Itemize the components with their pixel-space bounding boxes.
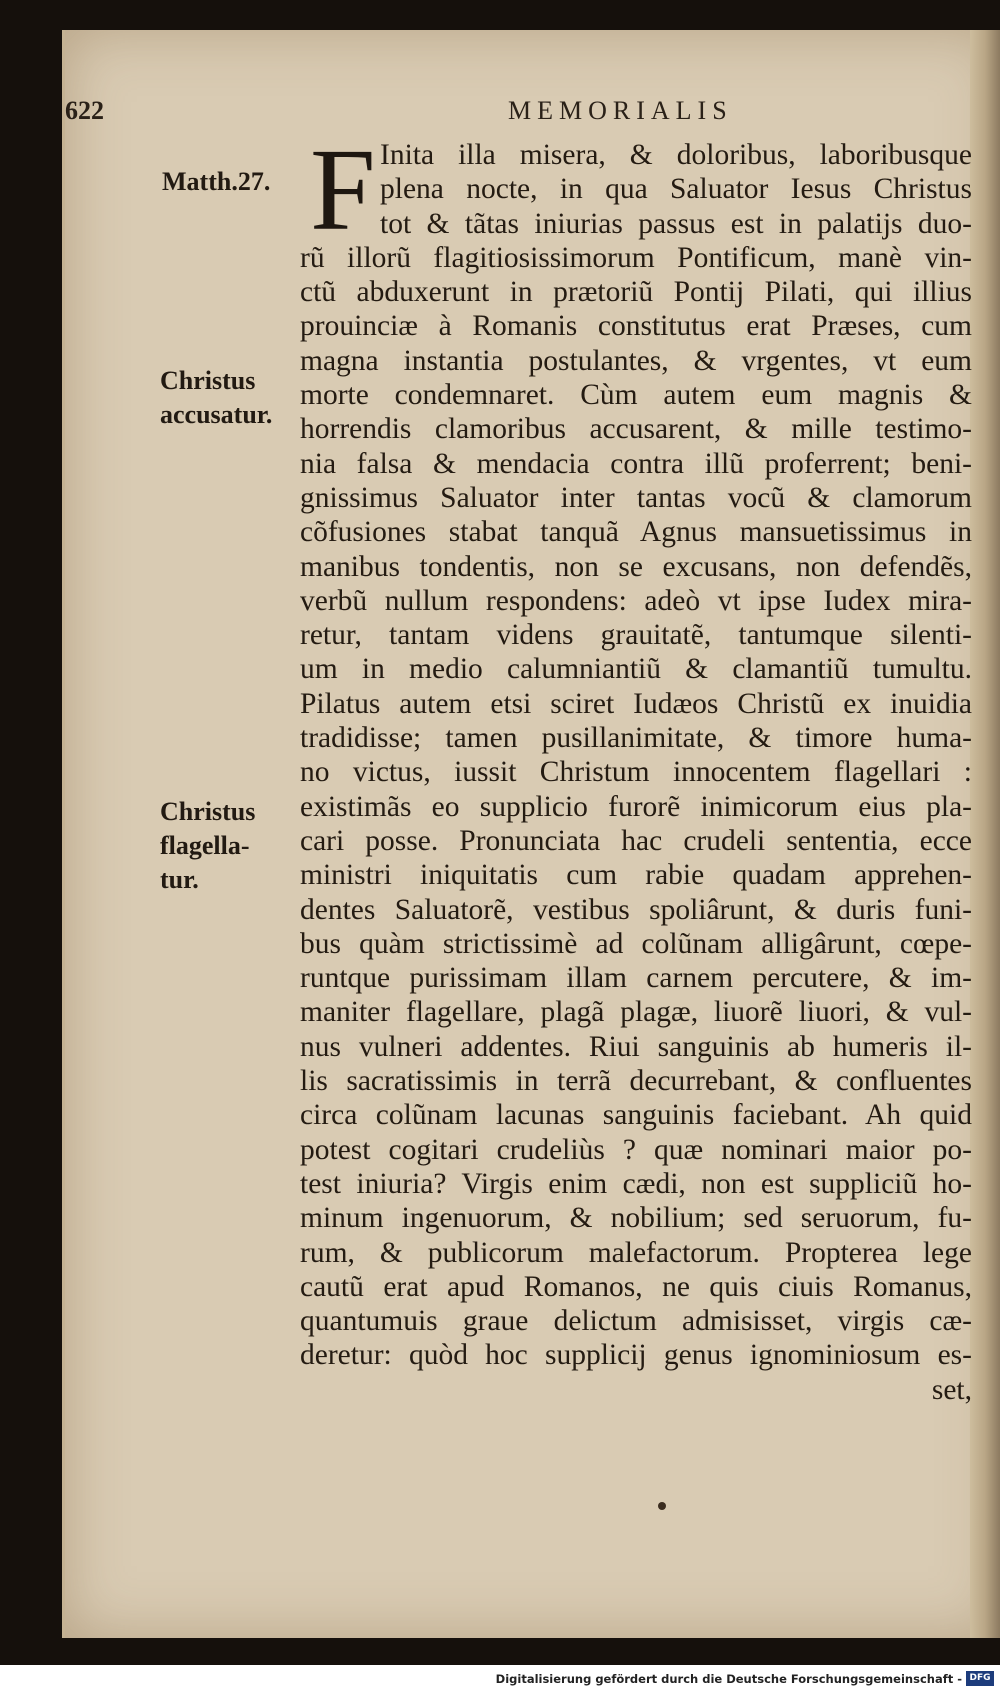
text-line: rũ illorũ flagitiosissimorum Pontificum, manè vin- <box>300 241 972 274</box>
text-line: tradidisse; tamen pusillanimitate, & timore huma- <box>300 722 972 755</box>
text-line: plena nocte, in qua Saluator Iesus Christus <box>380 173 972 206</box>
text-line: existimãs eo supplicio furorẽ inimicorum eius pla- <box>300 790 972 823</box>
margin-note-line: flagella- <box>160 831 250 860</box>
margin-ref-text: Matth.27. <box>162 167 271 196</box>
margin-note-accusatur <box>160 364 272 432</box>
text-line: dentes Saluatorẽ, vestibus spoliârunt, & duris funi- <box>300 893 972 926</box>
text-line: no victus, iussit Christum innocentem flagellari : <box>300 756 972 789</box>
text-line: test iniuria? Virgis enim cædi, non est suppliciũ ho- <box>300 1167 972 1200</box>
margin-note-line: Christus <box>160 797 256 826</box>
text-line: deretur: quòd hoc supplicij genus ignominiosum es- <box>300 1339 972 1372</box>
text-line: circa colũnam lacunas sanguinis faciebant. Ah quid <box>300 1099 972 1132</box>
dfg-logo: DFG <box>966 1671 994 1686</box>
text-line: um in medio calumniantiũ & clamantiũ tumultu. <box>300 653 972 686</box>
running-head: MEMORIALIS <box>508 96 733 125</box>
page-ornament-dot <box>658 1502 666 1510</box>
text-line: horrendis clamoribus accusarent, & mille testimo- <box>300 413 972 446</box>
text-line: lis sacratissimis in terrã decurrebant, & confluentes <box>300 1065 972 1098</box>
text-line: rum, & publicorum malefactorum. Propterea lege <box>300 1236 972 1269</box>
text-line: nia falsa & mendacia contra illũ proferrent; beni- <box>300 447 972 480</box>
text-line: Inita illa misera, & doloribus, laboribusque <box>380 139 972 171</box>
text-line: morte condemnaret. Cùm autem eum magnis & <box>300 379 972 412</box>
text-line: potest cogitari crudeliùs ? quæ nominari maior po- <box>300 1133 972 1166</box>
text-line: nus vulneri addentes. Riui sanguinis ab humeris il- <box>300 1030 972 1063</box>
text-line: retur, tantam videns grauitatẽ, tantumque silenti- <box>300 619 972 652</box>
text-line: ministri iniquitatis cum rabie quadam apprehen- <box>300 859 972 892</box>
margin-note-line: accusatur. <box>160 400 273 429</box>
text-line: Pilatus autem etsi sciret Iudæos Christũ ex inuidia <box>300 687 972 720</box>
footer-credit: Digitalisierung gefördert durch die Deutsche Forschungsgemeinschaft - <box>495 1672 962 1686</box>
text-line: ctũ abduxerunt in prætoriũ Pontij Pilati, qui illius <box>300 276 972 309</box>
text-line: manibus tondentis, non se excusans, non defendẽs, <box>300 550 972 583</box>
margin-note-line: Christus <box>160 366 256 395</box>
page-header <box>65 96 965 136</box>
body-text <box>300 124 972 1407</box>
margin-note-flagellatur <box>160 795 255 897</box>
page-edge <box>970 30 1000 1638</box>
text-line: runtque purissimam illam carnem percutere, & im- <box>300 962 972 995</box>
text-line: set, <box>931 1373 972 1406</box>
text-line: tot & tãtas iniurias passus est in palatijs duo- <box>380 207 972 240</box>
text-line: prouinciæ à Romanis constitutus erat Præses, cum <box>300 310 972 343</box>
text-line: cõfusiones stabat tanquã Agnus mansuetissimus in <box>300 516 972 549</box>
text-line: verbũ nullum respondens: adeò vt ipse Iudex mira- <box>300 584 972 617</box>
drop-cap: F <box>310 124 376 255</box>
page-number: 622 <box>65 96 104 125</box>
margin-note-line: tur. <box>160 865 199 894</box>
text-line: cautũ erat apud Romanos, ne quis ciuis Romanus, <box>300 1270 972 1303</box>
margin-reference <box>162 165 270 199</box>
text-line: magna instantia postulantes, & vrgentes, vt eum <box>300 344 972 377</box>
text-line: cari posse. Pronunciata hac crudeli sententia, ecce <box>300 824 972 857</box>
text-line: minum ingenuorum, & nobilium; sed seruorum, fu- <box>300 1202 972 1235</box>
text-line: gnissimus Saluator inter tantas vocũ & clamorum <box>300 481 972 514</box>
text-line: quantumuis graue delictum admisisset, virgis cæ- <box>300 1305 972 1338</box>
text-line: bus quàm strictissimè ad colũnam alligârunt, cœpe- <box>300 927 972 960</box>
text-line: maniter flagellare, plagã plagæ, liuorẽ liuori, & vul- <box>300 996 972 1029</box>
footer-bar <box>0 1665 1000 1695</box>
